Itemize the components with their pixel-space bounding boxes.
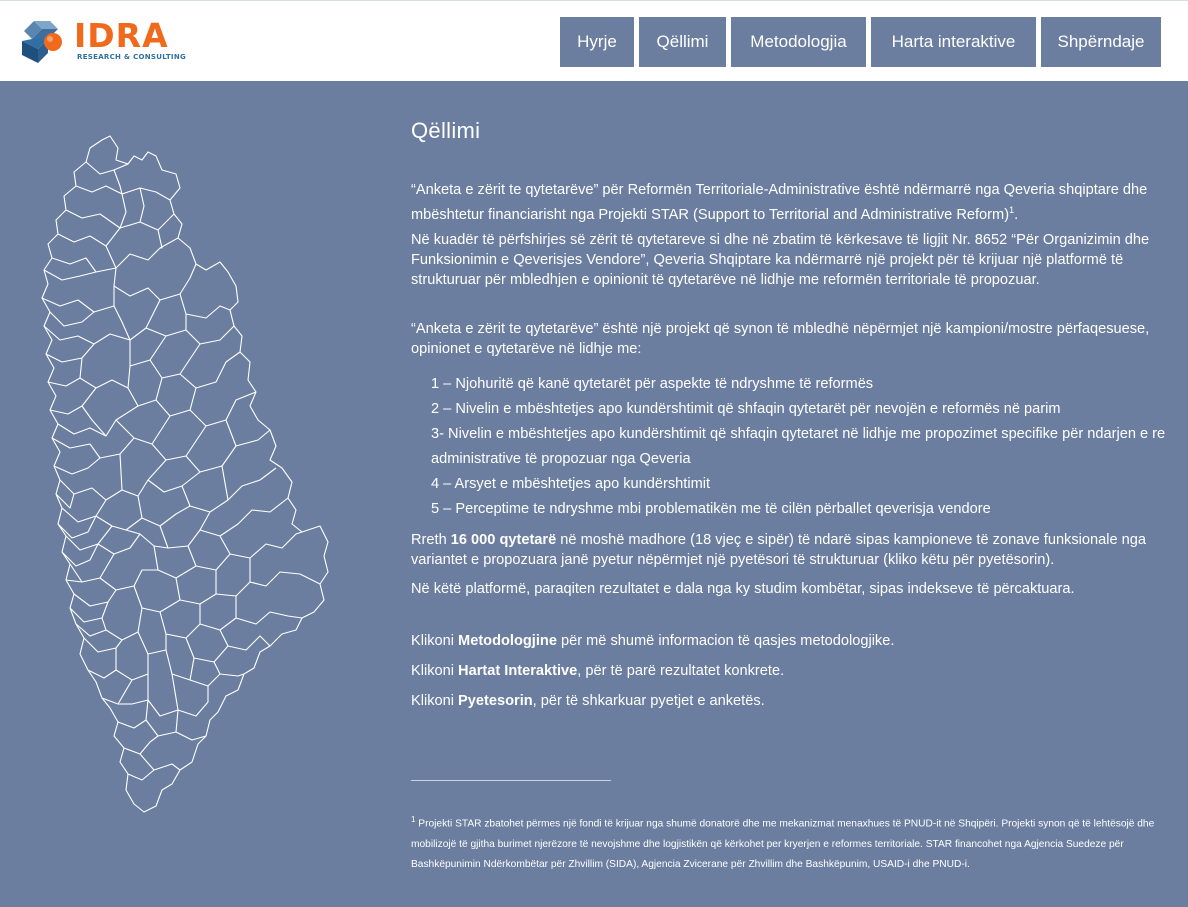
idra-logo[interactable] bbox=[20, 15, 187, 67]
list-item: 4 – Arsyet e mbështetjes apo kundërshtimit bbox=[431, 476, 711, 492]
list-item: 2 – Nivelin e mbështetjes apo kundërshtimit që shfaqin qytetarët për nevojën e reformës në parim bbox=[431, 401, 1061, 417]
click-line-questionnaire bbox=[411, 691, 1163, 711]
aim-paragraph: “Anketa e zërit te qytetarëve” është një projekt që synon të mbledhë nëpërmjet një kampioni/mostre përfaqesuese, opinionet e qytetarëve në lidhje me: bbox=[411, 321, 1150, 357]
click-post: për më shumë informacion të qasjes metodologjike. bbox=[556, 633, 895, 649]
click-pre: Klikoni bbox=[411, 633, 459, 649]
top-header bbox=[0, 0, 1188, 81]
sample-count: 16 000 qytetarë bbox=[450, 532, 557, 548]
idra-cube-logo-icon bbox=[20, 17, 68, 65]
footnote-divider bbox=[411, 780, 611, 781]
list-item: 3- Nivelin e mbështetjes apo kundërshtimit që shfaqin qytetaret në lidhje me propozimet specifike për ndarjen e re administrative të propozuar nga Qeveria bbox=[431, 426, 1166, 467]
list-item: 5 – Perceptime te ndryshme mbi problematikën me të cilën përballet qeverisja vendore bbox=[431, 501, 991, 517]
click-pre: Klikoni bbox=[411, 693, 459, 709]
nav-metodologjia[interactable]: Metodologjia bbox=[731, 17, 866, 67]
nav-hyrje[interactable]: Hyrje bbox=[560, 17, 634, 67]
interactive-maps-link[interactable]: Hartat Interaktive bbox=[458, 663, 578, 679]
methodology-link[interactable]: Metodologjine bbox=[458, 633, 557, 649]
nav-shperndaje[interactable]: Shpërndaje bbox=[1041, 17, 1161, 67]
logo-tagline: RESEARCH & CONSULTING bbox=[77, 53, 187, 61]
aims-list bbox=[431, 372, 1166, 522]
footnote-mark: 1 bbox=[411, 815, 416, 825]
intro-paragraph bbox=[411, 180, 1163, 225]
click-post: , për të parë rezultatet konkrete. bbox=[577, 663, 785, 679]
footnote-ref[interactable]: 1 bbox=[1009, 205, 1015, 215]
click-post: , për të shkarkuar pyetjet e anketës. bbox=[532, 693, 765, 709]
albania-municipalities-map-icon bbox=[30, 130, 335, 820]
nav-harta-interaktive[interactable]: Harta interaktive bbox=[871, 17, 1036, 67]
logo-wordmark: IDRA bbox=[74, 16, 169, 55]
click-pre: Klikoni bbox=[411, 663, 459, 679]
intro-text: “Anketa e zërit te qytetarëve” për Reformën Territoriale-Administrative është ndërmarrë nga Qeveria shqiptare dhe mbështetur financiarisht nga Projekti STAR (Support to Territorial and Administrative Reform) bbox=[411, 182, 1148, 223]
context-paragraph: Në kuadër të përfshirjes së zërit të qytetareve si dhe në zbatim të kërkesave të ligjit Nr. 8652 “Për Organizimin dhe Funksionimin e Qeverisjes Vendore”, Qeveria Shqiptare ka ndërmarrë një projekt për të krijuar një platformë të strukturuar për mbledhjen e opinionit të qytetarëve në lidhje me reformën territoriale të propozuar. bbox=[411, 232, 1150, 288]
click-line-methodology bbox=[411, 631, 1163, 651]
footnote bbox=[411, 810, 1163, 874]
list-item: 1 – Njohuritë që kanë qytetarët për aspekte të ndryshme të reformës bbox=[431, 376, 874, 392]
sample-post[interactable]: në moshë madhore (18 vjeç e sipër) të ndarë sipas kampioneve të zonave funksionale nga variantet e propozuara janë pyetur nëpërmjet një pyetësori të strukturuar (kliko këtu për pyetësorin). bbox=[411, 532, 1147, 568]
click-line-maps bbox=[411, 661, 1163, 681]
nav-qellimi[interactable]: Qëllimi bbox=[639, 17, 726, 67]
sample-pre: Rreth bbox=[411, 532, 451, 548]
sample-paragraph bbox=[411, 530, 1163, 570]
footnote-text: Projekti STAR zbatohet përmes një fondi të krijuar nga shumë donatorë dhe me mekanizmat menaxhues të PNUD-it në Shqipëri. Projekti synon që të lehtësojë dhe mobilizojë të gjitha burimet njerëzore të nevojshme dhe logjistikën që kërkohet per kryerjen e reformes territoriale. STAR financohet nga Agjencia Suedeze për Bashkëpunimin Ndërkombëtar për Zhvillim (SIDA), Agjencia Zvicerane për Zhvillim dhe Bashkëpunim, USAID-i dhe PNUD-i. bbox=[411, 818, 1155, 870]
questionnaire-link[interactable]: Pyetesorin bbox=[458, 693, 533, 709]
intro-end: . bbox=[1014, 206, 1019, 223]
page-title: Qëllimi bbox=[411, 118, 481, 143]
platform-paragraph: Në këtë platformë, paraqiten rezultatet e dala nga ky studim kombëtar, sipas indekseve të përcaktuara. bbox=[411, 581, 1075, 597]
